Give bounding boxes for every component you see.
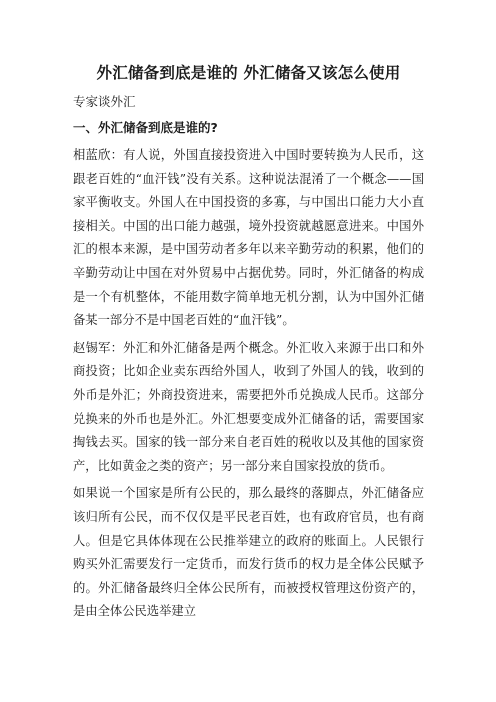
paragraph-3: 如果说一个国家是所有公民的，那么最终的落脚点，外汇储备应该归所有公民，而不仅仅是平民老百姓，也有政府官员，也有商人。但是它具体体现在公民推举建立的政府的账面上。人民银行购买外汇需要发行一定货币，而发行货币的权力是全体公民赋予的。外汇储备最终归全体公民所有，而被授权管理这份资产的，是由全体公民选举建立 [73,486,424,619]
page-title: 外汇储备到底是谁的 外汇储备又该怎么使用 [96,64,401,82]
section-heading: 一、外汇储备到底是谁的? [73,120,218,135]
document-subtitle: 专家谈外汇 [73,94,136,109]
paragraph-1: 相蓝欣：有人说，外国直接投资进入中国时要转换为人民币，这跟老百姓的“血汗钱”没有关系。这种说法混淆了一个概念——国家平衡收支。外国人在中国投资的多寡，与中国出口能力大小直接相关。中国的出口能力越强，境外投资就越愿意进来。中国外汇的根本来源，是中国劳动者多年以来辛勤劳动的积累，他们的辛勤劳动让中国在对外贸易中占据优势。同时，外汇储备的构成是一个有机整体，不能用数字简单地无机分割，认为中国外汇储备某一部分不是中国老百姓的“血汗钱”。 [73,148,424,328]
paragraph-2: 赵锡军：外汇和外汇储备是两个概念。外汇收入来源于出口和外商投资；比如企业卖东西给外国人，收到了外国人的钱，收到的外币是外汇；外商投资进来，需要把外币兑换成人民币。这部分兑换来的外币也是外汇。外汇想要变成外汇储备的话，需要国家掏钱去买。国家的钱一部分来自老百姓的税收以及其他的国家资产，比如黄金之类的资产；另一部分来自国家投放的货币。 [73,340,424,473]
